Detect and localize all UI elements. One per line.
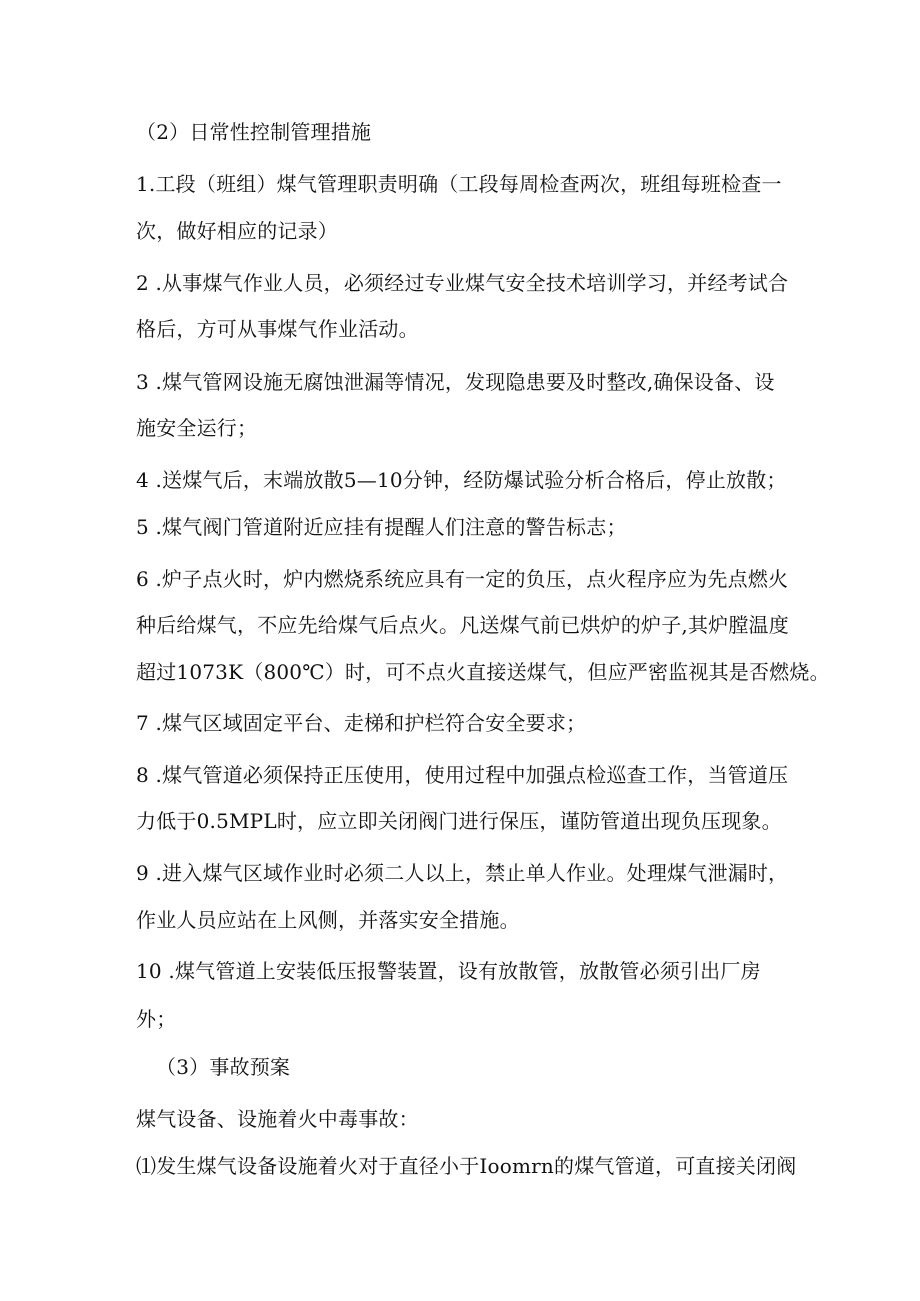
paragraph-line: 9 .进入煤气区域作业时必须二人以上，禁止单人作业。处理煤气泄漏时， — [136, 861, 789, 885]
paragraph-line: 煤气设备、设施着火中毒事故： — [136, 1107, 419, 1131]
paragraph-line: 格后，方可从事煤气作业活动。 — [136, 317, 419, 341]
paragraph-line: 8 .煤气管道必须保持正压使用，使用过程中加强点检巡查工作，当管道压 — [136, 763, 789, 787]
paragraph-line: 1.工段（班组）煤气管理职责明确（工段每周检查两次，班组每班检查一 — [136, 172, 782, 196]
paragraph-line: 5 .煤气阀门管道附近应挂有提醒人们注意的警告标志； — [136, 515, 627, 539]
paragraph-line: 作业人员应站在上风侧，并落实安全措施。 — [136, 908, 520, 932]
paragraph-line: ⑴发生煤气设备设施着火对于直径小于Ioomrn的煤气管道，可直接关闭阀 — [136, 1154, 797, 1178]
paragraph-line: 10 .煤气管道上安装低压报警装置，设有放散管，放散管必须引出厂房 — [136, 959, 761, 983]
paragraph-line: 施安全运行； — [136, 416, 258, 440]
paragraph-line: 7 .煤气区域固定平台、走梯和护栏符合安全要求； — [136, 711, 587, 735]
paragraph-line: 次，做好相应的记录） — [136, 219, 338, 243]
paragraph-line: 外； — [136, 1007, 177, 1031]
section-heading-daily-control: （2）日常性控制管理措施 — [136, 120, 372, 144]
paragraph-line: 3 .煤气管网设施无腐蚀泄漏等情况，发现隐患要及时整改,确保设备、设 — [136, 370, 775, 394]
paragraph-line: 种后给煤气，不应先给煤气后点火。凡送煤气前已烘炉的炉子,其炉膛温度 — [136, 613, 789, 637]
paragraph-line: 4 .送煤气后，末端放散5—10分钟，经防爆试验分析合格后，停止放散； — [136, 468, 787, 492]
paragraph-line: 力低于0.5MPL时，应立即关闭阀门进行保压，谨防管道出现负压现象。 — [136, 809, 782, 833]
paragraph-line: 6 .炉子点火时，炉内燃烧系统应具有一定的负压，点火程序应为先点燃火 — [136, 567, 789, 591]
paragraph-line: 2 .从事煤气作业人员，必须经过专业煤气安全技术培训学习，并经考试合 — [136, 271, 789, 295]
section-heading-emergency-plan: （3）事故预案 — [156, 1055, 291, 1079]
paragraph-line: 超过1073K（800℃）时，可不点火直接送煤气，但应严密监视其是否燃烧。 — [136, 660, 830, 684]
